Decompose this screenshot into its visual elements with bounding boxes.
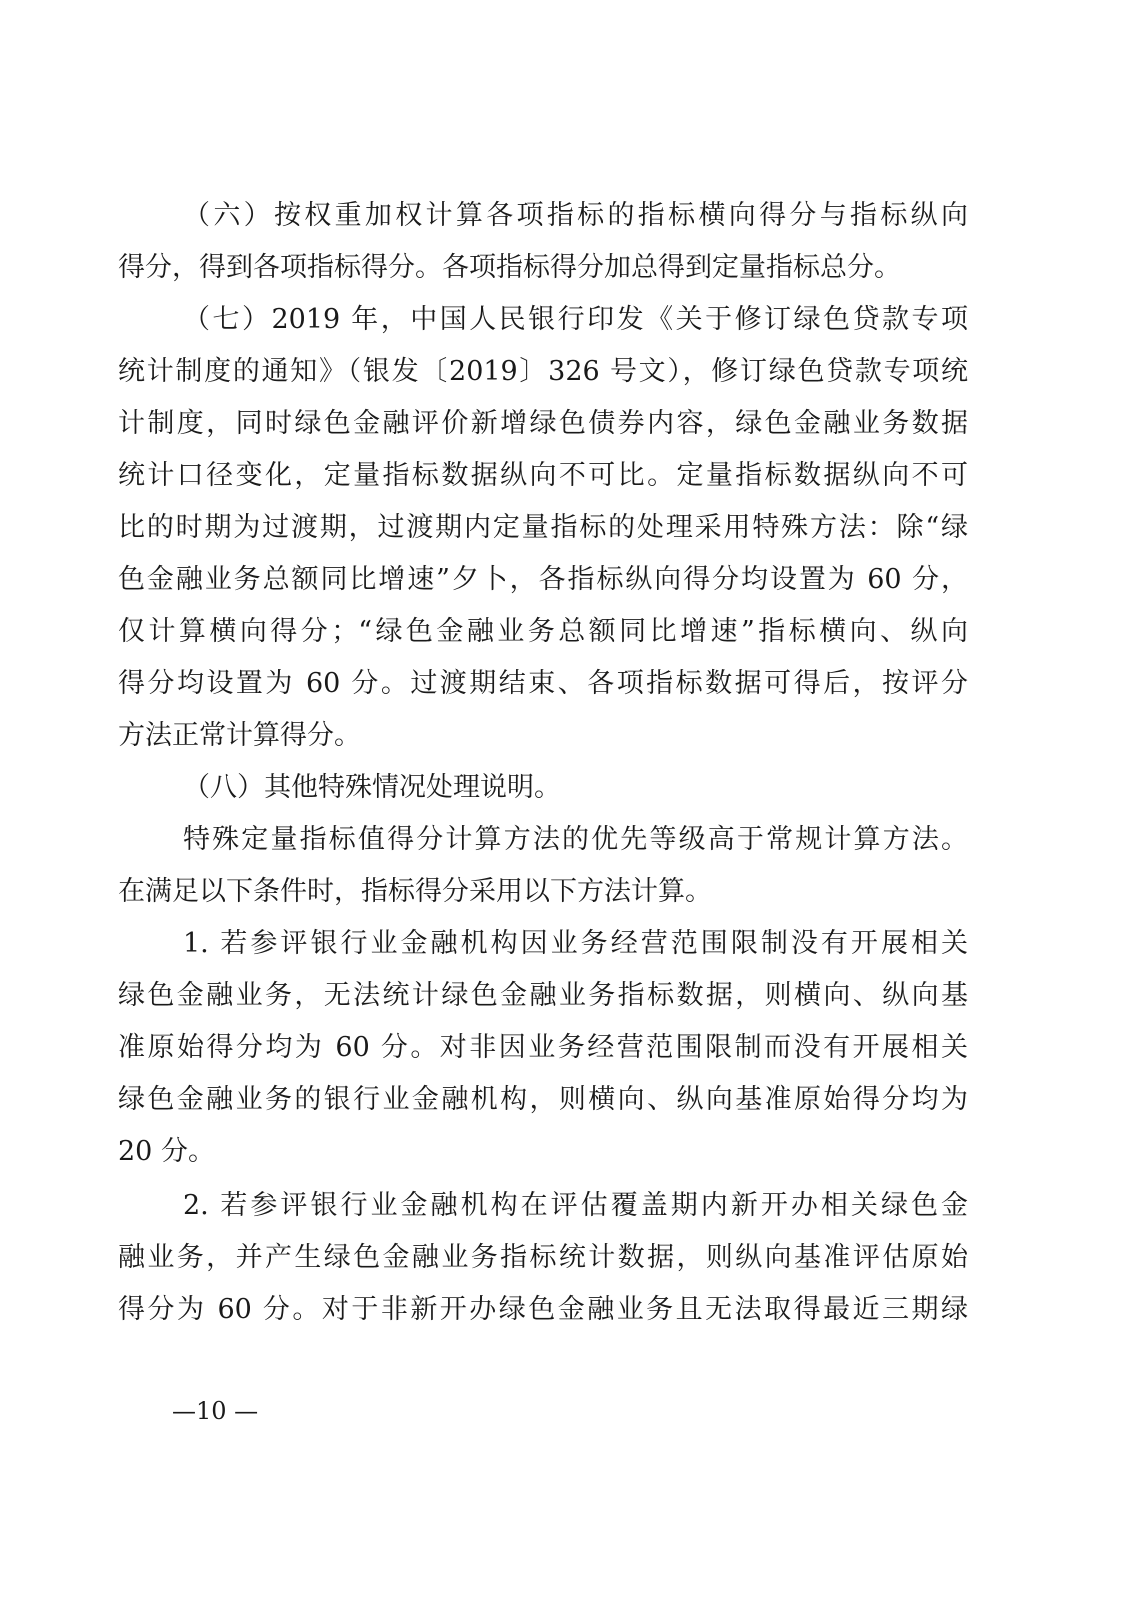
paragraph-line: 色金融业务总额同比增速”夕卜，各指标纵向得分均设置为 60 分， — [118, 564, 968, 595]
paragraph-line: 仅计算横向得分；“绿色金融业务总额同比增速”指标横向、纵向 — [118, 616, 968, 647]
paragraph-line: 方法正常计算得分。 — [118, 720, 361, 751]
page-number: —10 — — [172, 1397, 259, 1425]
paragraph-line: 计制度，同时绿色金融评价新增绿色债券内容，绿色金融业务数据 — [118, 408, 968, 439]
paragraph-line: 绿色金融业务，无法统计绿色金融业务指标数据，则横向、纵向基 — [118, 980, 968, 1011]
paragraph-line: 20 分。 — [118, 1136, 215, 1167]
section-heading: （八）其他特殊情况处理说明。 — [183, 772, 561, 803]
paragraph-line: 比的时期为过渡期，过渡期内定量指标的处理采用特殊方法：除“绿 — [118, 512, 968, 543]
paragraph-line: 在满足以下条件时，指标得分采用以下方法计算。 — [118, 876, 712, 907]
paragraph-line: 得分均设置为 60 分。过渡期结束、各项指标数据可得后，按评分 — [118, 668, 968, 699]
paragraph-line: （七）2019 年，中国人民银行印发《关于修订绿色贷款专项 — [183, 304, 968, 335]
paragraph-line: （六）按权重加权计算各项指标的指标横向得分与指标纵向 — [183, 200, 968, 231]
paragraph-line: 得分为 60 分。对于非新开办绿色金融业务且无法取得最近三期绿 — [118, 1294, 968, 1325]
paragraph-line: 统计口径变化，定量指标数据纵向不可比。定量指标数据纵向不可 — [118, 460, 968, 491]
paragraph-line: 1. 若参评银行业金融机构因业务经营范围限制没有开展相关 — [183, 928, 968, 959]
paragraph-line: 统计制度的通知》（银发〔2019〕326 号文），修订绿色贷款专项统 — [118, 356, 968, 387]
paragraph-line: 2. 若参评银行业金融机构在评估覆盖期内新开办相关绿色金 — [183, 1190, 968, 1221]
paragraph-line: 特殊定量指标值得分计算方法的优先等级高于常规计算方法。 — [183, 824, 968, 855]
paragraph-line: 准原始得分均为 60 分。对非因业务经营范围限制而没有开展相关 — [118, 1032, 968, 1063]
paragraph-line: 得分，得到各项指标得分。各项指标得分加总得到定量指标总分。 — [118, 252, 901, 283]
paragraph-line: 绿色金融业务的银行业金融机构，则横向、纵向基准原始得分均为 — [118, 1084, 968, 1115]
paragraph-line: 融业务，并产生绿色金融业务指标统计数据，则纵向基准评估原始 — [118, 1242, 968, 1273]
